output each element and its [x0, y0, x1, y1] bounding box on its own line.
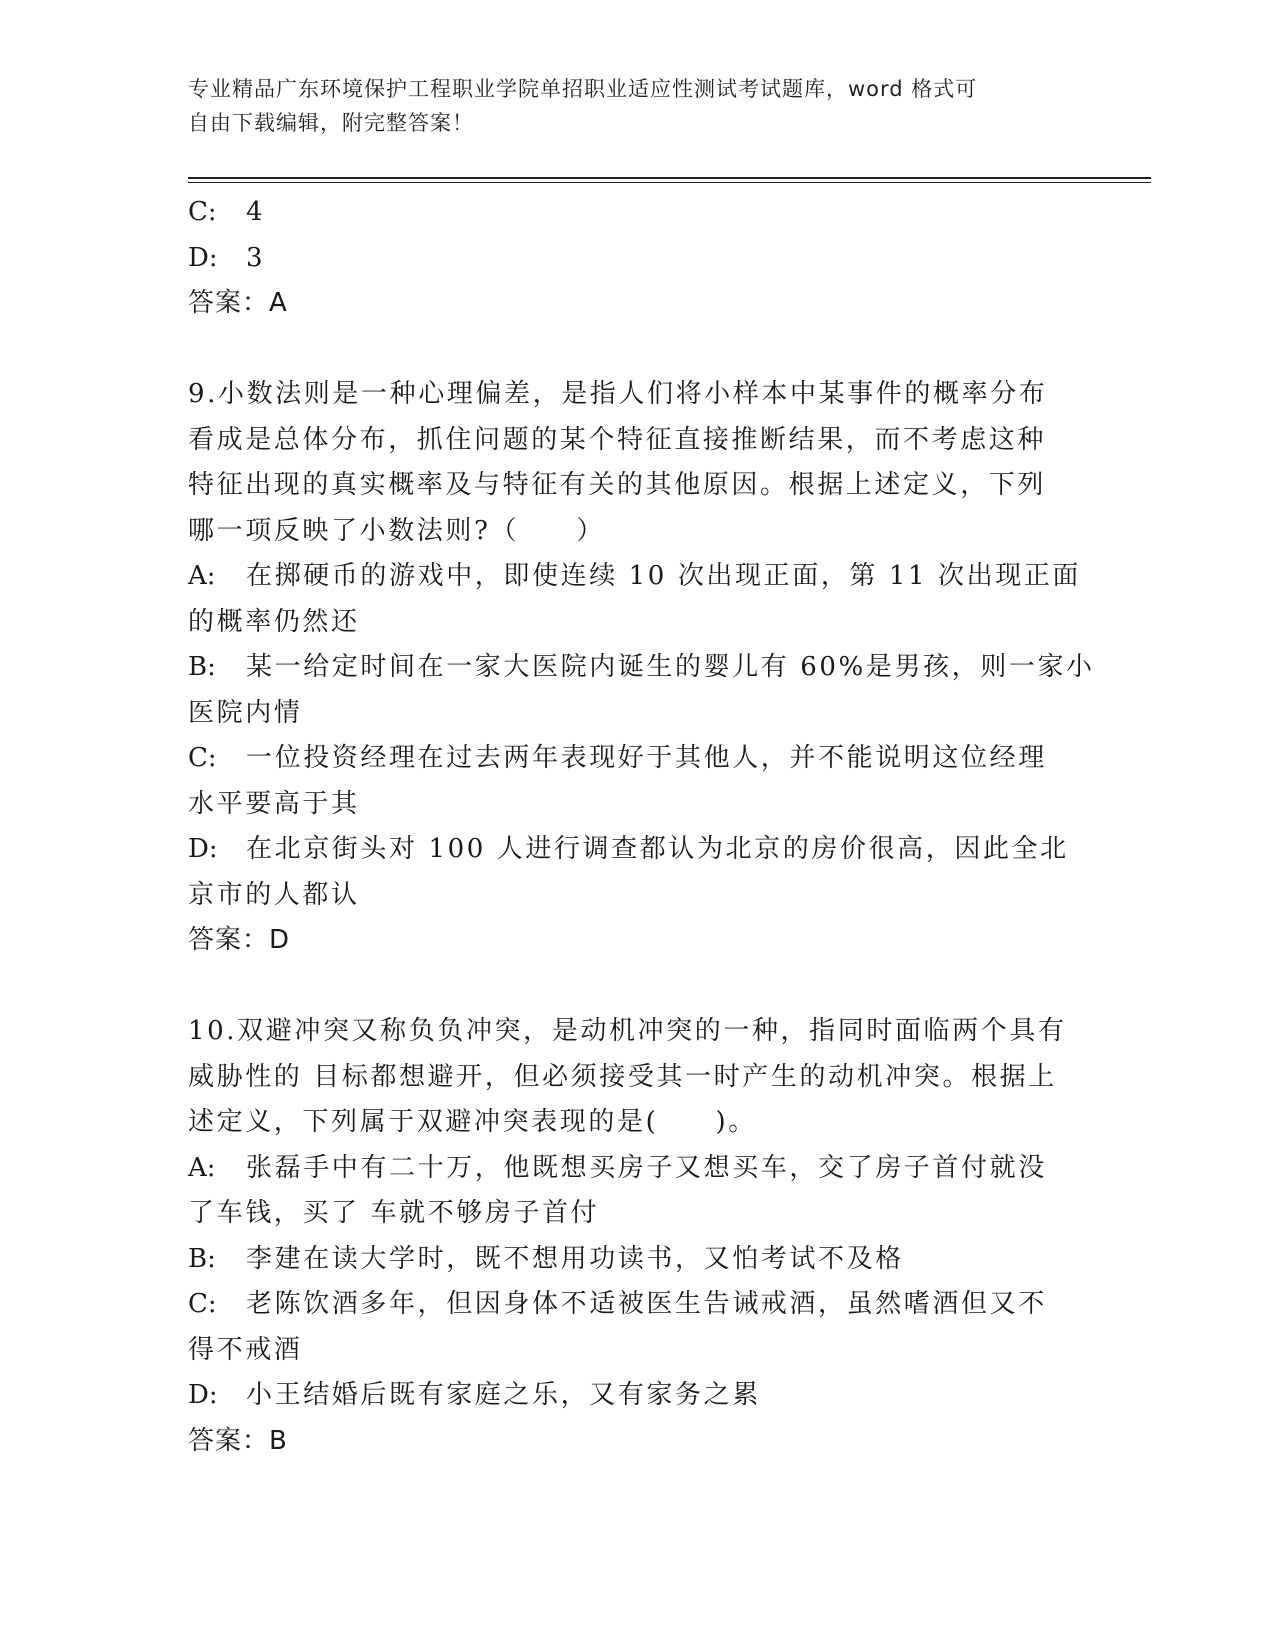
header-rule-thin [188, 182, 1151, 183]
option-c [188, 736, 1088, 782]
answer-line: 答案：B [188, 1425, 288, 1456]
option-a-continued: 的概率仍然还 [188, 606, 360, 637]
header-line-1: 专业精品广东环境保护工程职业学院单招职业适应性测试考试题库，word 格式可 [188, 77, 978, 101]
option-key: D: [188, 834, 218, 864]
answer-line: 答案：D [188, 925, 291, 955]
option-text: 张磊手中有二十万，他既想买房子又想买车，交了房子首付就没 [246, 1152, 1047, 1183]
question-stem-line: 述定义，下列属于双避冲突表现的是( )。 [188, 1107, 757, 1137]
option-b-continued: 医院内情 [188, 697, 303, 728]
option-text: 一位投资经理在过去两年表现好于其他人，并不能说明这位经理 [246, 743, 1047, 773]
option-a-continued: 了车钱，买了 车就不够房子首付 [188, 1198, 600, 1228]
option-key: D: [188, 242, 218, 273]
option-key: B: [188, 652, 216, 682]
option-text: 老陈饮酒多年，但因身体不适被医生告诫戒酒，虽然嗜酒但又不 [246, 1289, 1047, 1319]
option-key: D: [188, 1380, 218, 1410]
option-key: C: [188, 743, 217, 773]
option-key: A: [188, 1152, 216, 1183]
option-d [188, 1373, 1088, 1419]
question-content [188, 190, 1095, 1464]
option-d [188, 236, 1088, 282]
option-key: B: [188, 1243, 216, 1274]
prev-question [188, 190, 1088, 327]
option-text: 某一给定时间在一家大医院内诞生的婴儿有 60%是男孩，则一家小 [246, 652, 1095, 682]
question-stem-line: 看成是总体分布，抓住问题的某个特征直接推断结果，而不考虑这种 [188, 424, 1047, 455]
option-text: 3 [246, 242, 266, 273]
option-key: C: [188, 1289, 217, 1319]
option-c-continued: 得不戒酒 [188, 1334, 303, 1365]
option-b [188, 1237, 1088, 1283]
option-text: 小王结婚后既有家庭之乐，又有家务之累 [246, 1380, 761, 1410]
header-line-2: 自由下载编辑，附完整答案！ [188, 111, 474, 135]
option-text: 李建在读大学时，既不想用功读书，又怕考试不及格 [246, 1243, 904, 1274]
option-c [188, 1282, 1088, 1328]
option-text: 在北京街头对 100 人进行调查都认为北京的房价很高，因此全北 [246, 834, 1069, 864]
answer-line: 答案：A [188, 288, 288, 318]
question-stem-line: 威胁性的 目标都想避开，但必须接受其一时产生的动机冲突。根据上 [188, 1061, 1057, 1092]
option-c [188, 190, 1088, 236]
option-d [188, 827, 1088, 873]
question-stem-line: 10.双避冲突又称负负冲突，是动机冲突的一种，指同时面临两个具有 [188, 1016, 1067, 1046]
option-d-continued: 京市的人都认 [188, 879, 360, 910]
option-a [188, 554, 1088, 600]
page-header [188, 72, 1088, 140]
option-a [188, 1146, 1088, 1192]
option-b [188, 645, 1095, 691]
question-10 [188, 1009, 1088, 1464]
option-key: A: [188, 561, 216, 591]
option-text: 在掷硬币的游戏中，即使连续 10 次出现正面，第 11 次出现正面 [246, 561, 1082, 591]
spacer [188, 327, 1088, 373]
spacer [188, 964, 1088, 1010]
option-key: C: [188, 197, 217, 227]
question-stem-line: 9.小数法则是一种心理偏差，是指人们将小样本中某事件的概率分布 [188, 379, 1048, 409]
option-c-continued: 水平要高于其 [188, 788, 360, 819]
question-stem-line: 特征出现的真实概率及与特征有关的其他原因。根据上述定义，下列 [188, 470, 1047, 500]
option-text: 4 [246, 197, 266, 227]
header-rule-thick [188, 177, 1151, 179]
question-9 [188, 372, 1095, 964]
question-stem-line: 哪一项反映了小数法则?（ ） [188, 515, 605, 546]
